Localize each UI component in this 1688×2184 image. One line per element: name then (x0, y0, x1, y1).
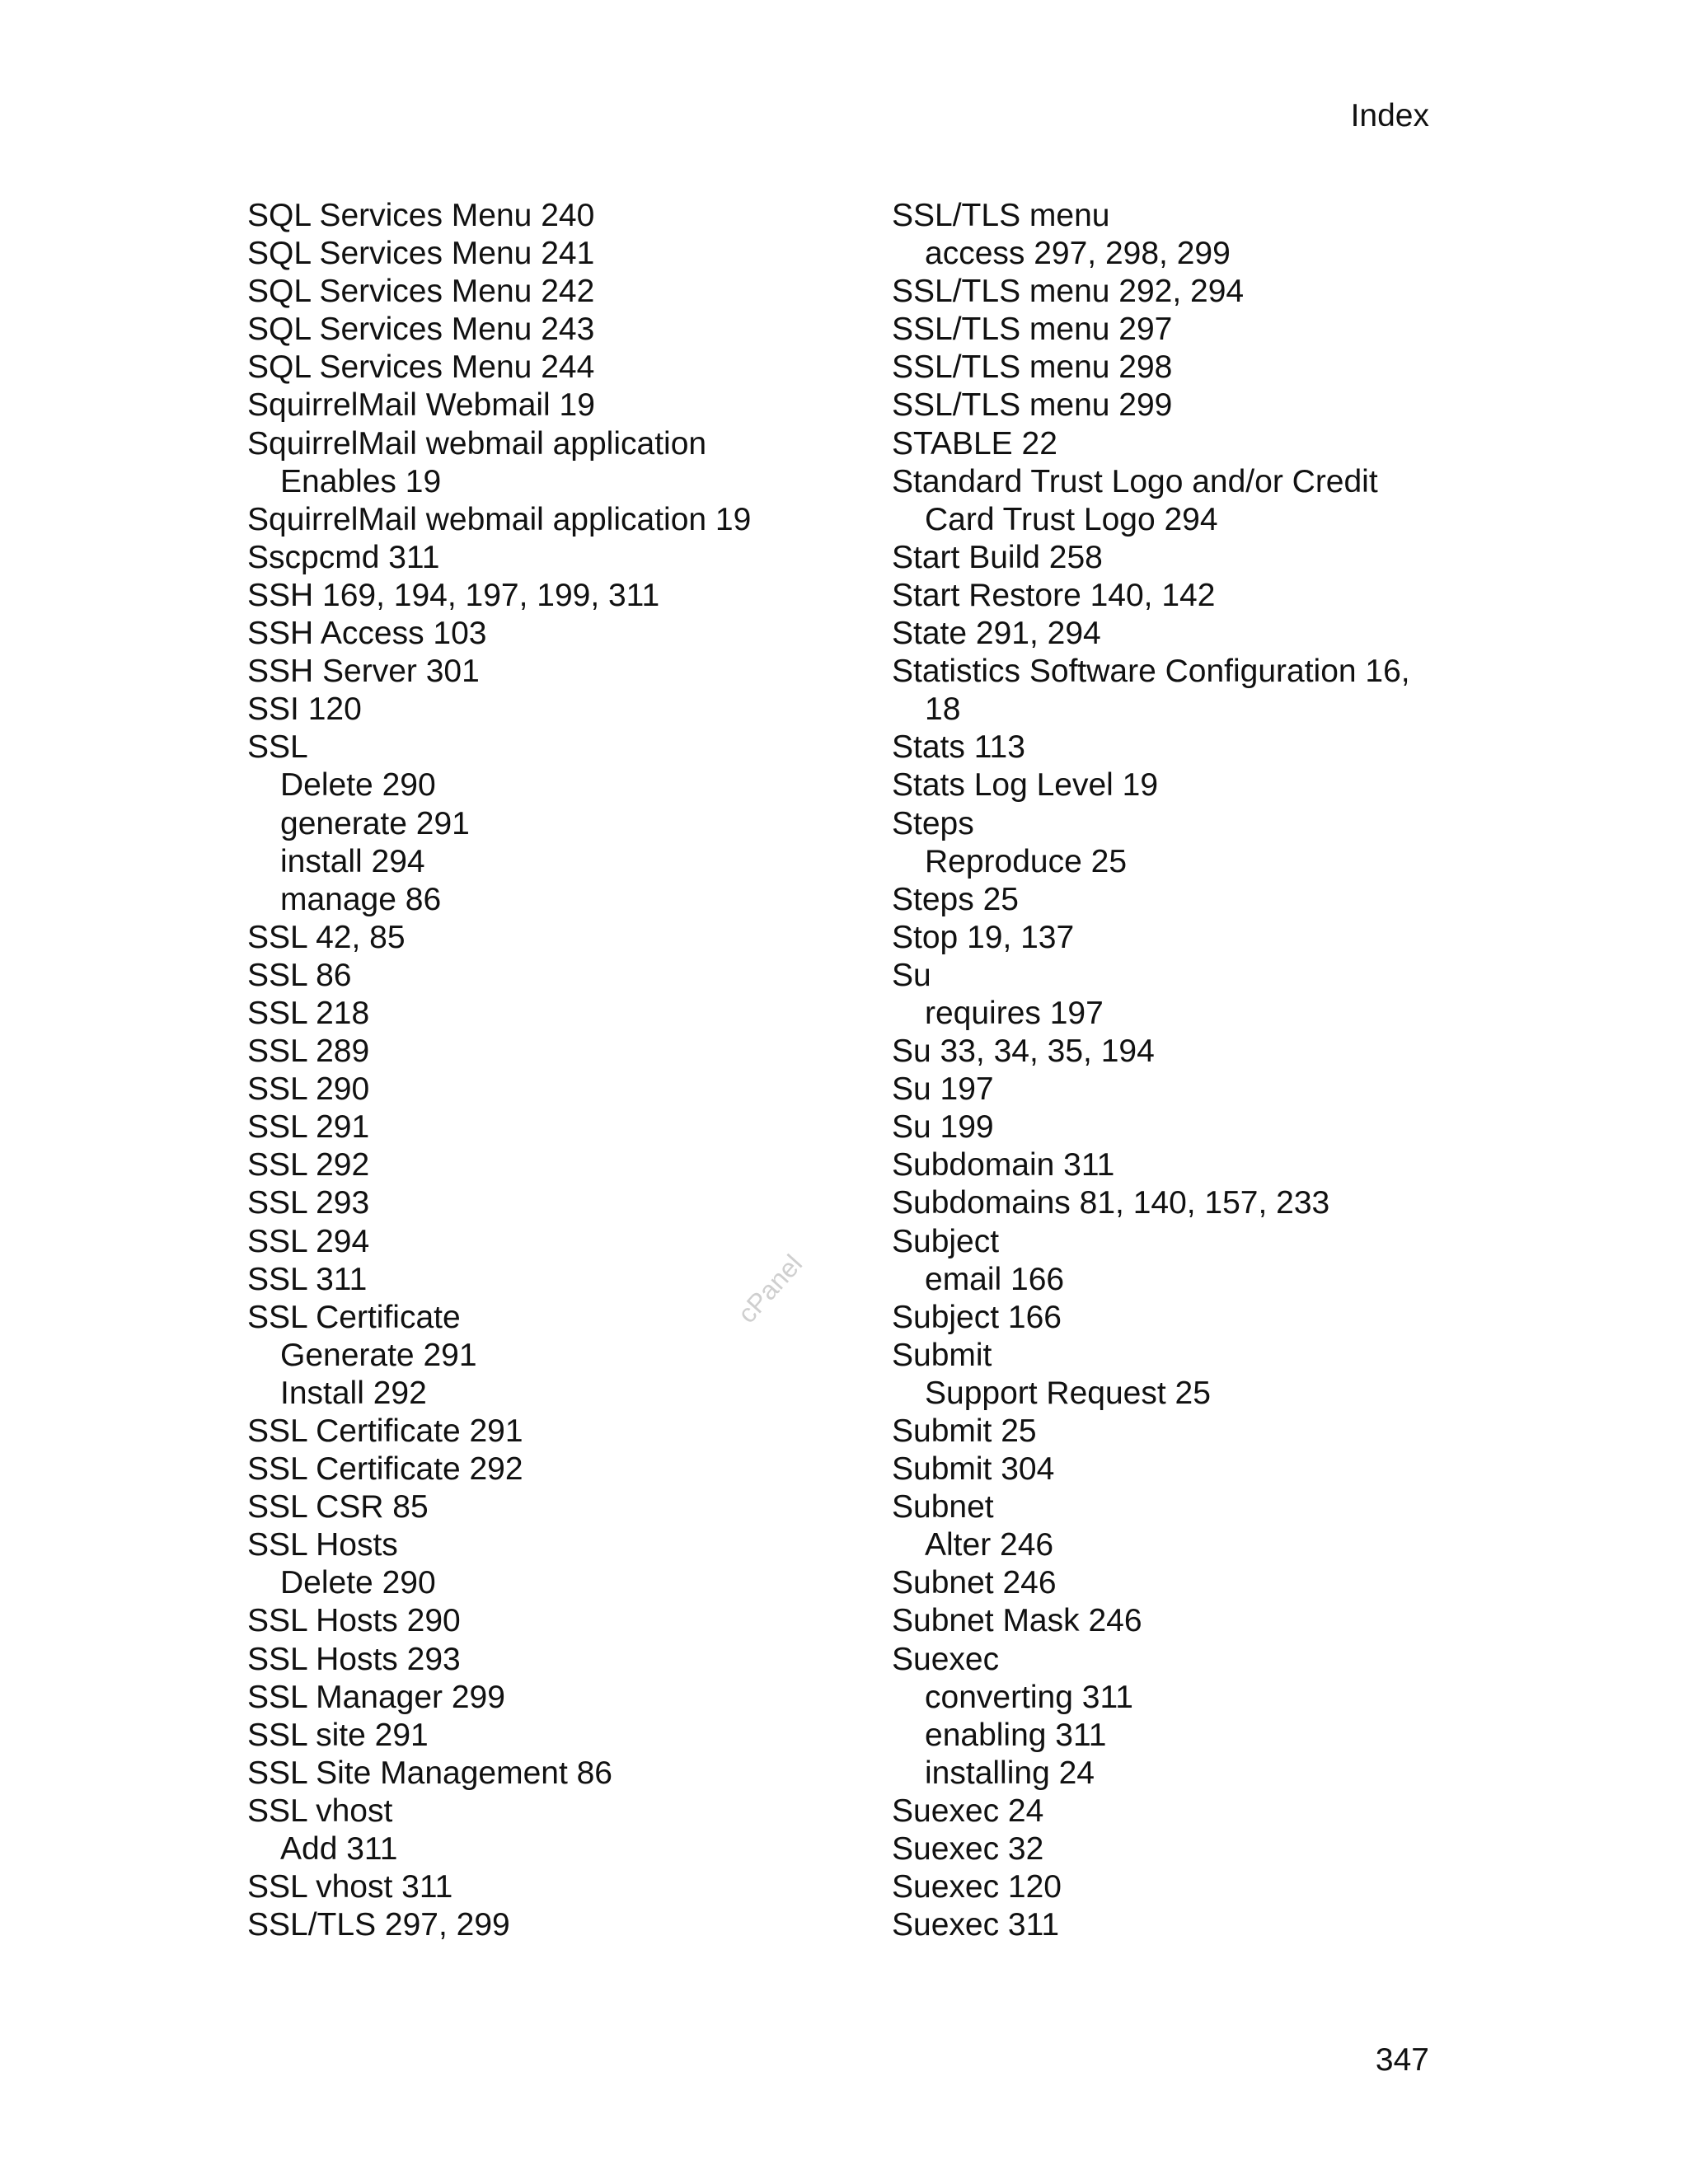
index-subentry: requires 197 (925, 995, 1104, 1031)
index-subentry: Reproduce 25 (925, 843, 1128, 879)
index-entry: Subnet (892, 1489, 994, 1526)
index-entry: SSL 289 (247, 1033, 370, 1070)
index-entry: SSL (247, 729, 308, 766)
index-entry: SQL Services Menu 243 (247, 312, 595, 348)
index-entry: SSI 120 (247, 691, 362, 728)
index-column-left (247, 197, 824, 1944)
index-entry: SSL Certificate 292 (247, 1451, 523, 1488)
index-subentry: email 166 (925, 1261, 1065, 1297)
index-entry: Subject (892, 1223, 1000, 1259)
index-entry: SSL vhost 311 (247, 1869, 453, 1905)
index-entry: Start Build 258 (892, 539, 1103, 575)
index-subentry: install 294 (280, 843, 425, 879)
index-entry: SSL 86 (247, 957, 352, 993)
index-entry: SquirrelMail Webmail 19 (247, 387, 595, 424)
index-entry: SSL 293 (247, 1185, 370, 1221)
index-subentry: installing 24 (925, 1755, 1095, 1791)
index-subentry: Card Trust Logo 294 (925, 501, 1218, 537)
index-entry: STABLE 22 (892, 425, 1057, 462)
index-entry: SSL 42, 85 (247, 919, 406, 955)
index-entry: Submit 25 (892, 1413, 1037, 1449)
index-entry: SSL 311 (247, 1261, 368, 1297)
index-entry: SquirrelMail webmail application 19 (247, 501, 752, 537)
index-entry: SQL Services Menu 240 (247, 198, 595, 233)
index-entry: SSL 292 (247, 1147, 370, 1183)
index-entry: SSL/TLS menu 297 (892, 312, 1173, 348)
index-entry: SQL Services Menu 242 (247, 274, 595, 310)
index-entry: State 291, 294 (892, 616, 1101, 652)
index-subentry: enabling 311 (925, 1717, 1107, 1753)
index-entry: SSL Hosts 290 (247, 1603, 461, 1639)
index-entry: SSH Server 301 (247, 654, 480, 690)
index-entry: SSL/TLS 297, 299 (247, 1907, 510, 1943)
index-subentry: Enables 19 (280, 463, 442, 499)
index-column-right (892, 197, 1469, 1944)
index-entry: SSL/TLS menu (892, 198, 1110, 233)
index-entry: Standard Trust Logo and/or Credit (892, 463, 1378, 499)
index-entry: Submit (892, 1337, 992, 1373)
index-entry: SSL 290 (247, 1071, 370, 1108)
index-entry: SSL/TLS menu 298 (892, 349, 1173, 386)
index-entry: Subdomain 311 (892, 1147, 1115, 1183)
index-entry: SSH Access 103 (247, 616, 487, 652)
index-entry: SquirrelMail webmail application (247, 425, 707, 462)
index-entry: Suexec 32 (892, 1831, 1044, 1868)
index-entry: SSL Manager 299 (247, 1679, 505, 1715)
index-subentry: generate 291 (280, 805, 470, 841)
index-entry: SSL site 291 (247, 1717, 429, 1753)
index-entry: SSL/TLS menu 299 (892, 387, 1173, 424)
index-entry: Subject 166 (892, 1299, 1062, 1335)
page-number: 347 (1375, 2042, 1429, 2078)
index-entry: SSL Certificate 291 (247, 1413, 523, 1449)
index-entry: Stats Log Level 19 (892, 767, 1159, 804)
index-entry: Su 197 (892, 1071, 994, 1108)
index-entry: Subnet 246 (892, 1565, 1057, 1601)
index-entry: SSL Certificate (247, 1299, 461, 1335)
index-entry: Suexec 24 (892, 1793, 1044, 1829)
index-entry: Subnet Mask 246 (892, 1603, 1142, 1639)
index-entry: Steps 25 (892, 881, 1019, 917)
index-entry: SSL vhost (247, 1793, 393, 1829)
index-subentry: 18 (925, 691, 961, 728)
index-entry: Steps (892, 805, 974, 841)
index-subentry: Delete 290 (280, 767, 436, 804)
index-subentry: access 297, 298, 299 (925, 236, 1231, 272)
watermark: cPanel (732, 1249, 809, 1329)
index-subentry: Add 311 (280, 1831, 398, 1868)
index-entry: SSL 294 (247, 1223, 370, 1259)
index-entry: Submit 304 (892, 1451, 1055, 1488)
index-entry: SQL Services Menu 244 (247, 349, 595, 386)
running-header: Index (1350, 98, 1429, 134)
index-entry: Su 33, 34, 35, 194 (892, 1033, 1155, 1070)
index-entry: Start Restore 140, 142 (892, 577, 1216, 613)
index-entry: SSL CSR 85 (247, 1489, 429, 1526)
index-entry: Sscpcmd 311 (247, 539, 440, 575)
index-entry: Subdomains 81, 140, 157, 233 (892, 1185, 1330, 1221)
index-entry: SSL Site Management 86 (247, 1755, 612, 1791)
index-subentry: Support Request 25 (925, 1375, 1211, 1411)
index-subentry: Generate 291 (280, 1337, 477, 1373)
index-entry: SSH 169, 194, 197, 199, 311 (247, 577, 660, 613)
index-entry: Stats 113 (892, 729, 1025, 766)
index-entry: SSL Hosts 293 (247, 1641, 461, 1677)
index-entry: SSL 291 (247, 1109, 370, 1146)
index-entry: Suexec 311 (892, 1907, 1060, 1943)
index-entry: SSL Hosts (247, 1527, 398, 1563)
index-subentry: Alter 246 (925, 1527, 1054, 1563)
index-entry: SQL Services Menu 241 (247, 236, 595, 272)
index-entry: Su 199 (892, 1109, 994, 1146)
index-entry: Suexec 120 (892, 1869, 1062, 1905)
index-entry: SSL 218 (247, 995, 370, 1031)
index-entry: Statistics Software Configuration 16, (892, 654, 1410, 690)
index-entry: Su (892, 957, 931, 993)
index-subentry: manage 86 (280, 881, 442, 917)
index-subentry: Install 292 (280, 1375, 427, 1411)
index-entry: SSL/TLS menu 292, 294 (892, 274, 1245, 310)
index-subentry: converting 311 (925, 1679, 1133, 1715)
index-entry: Stop 19, 137 (892, 919, 1075, 955)
index-entry: Suexec (892, 1641, 1000, 1677)
index-subentry: Delete 290 (280, 1565, 436, 1601)
